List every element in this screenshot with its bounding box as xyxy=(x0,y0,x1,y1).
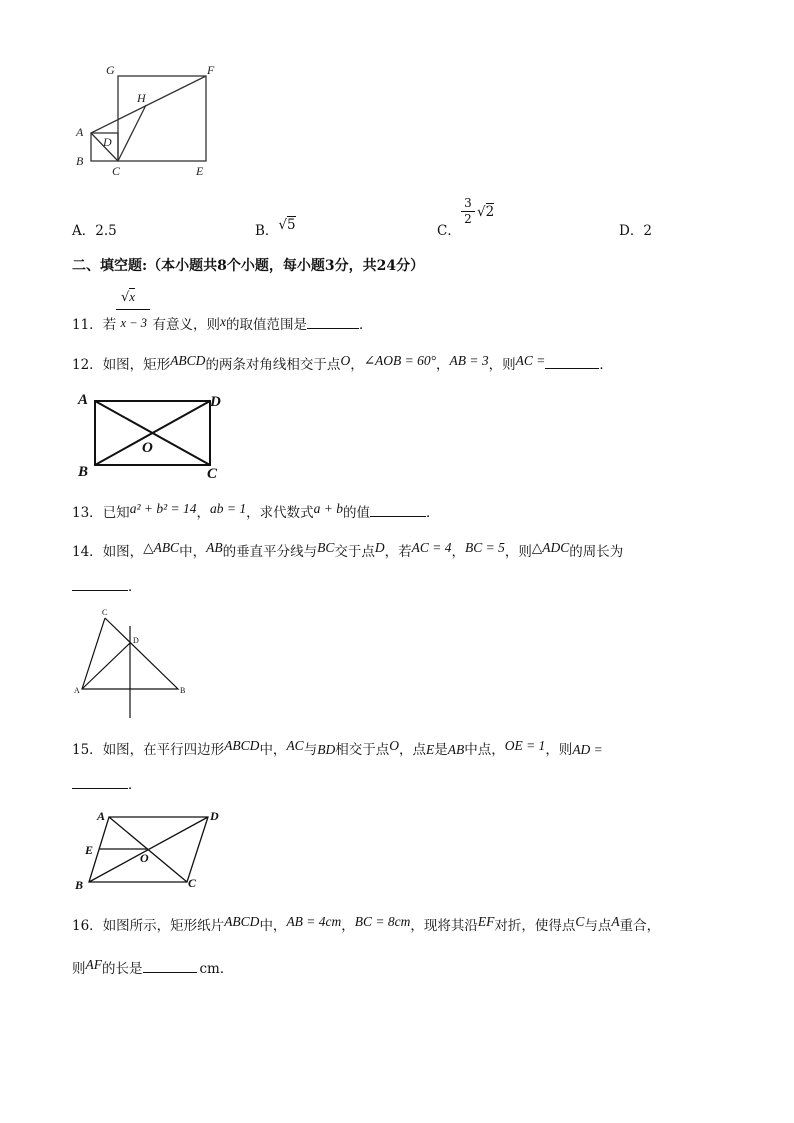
question-12 xyxy=(72,353,613,374)
label-d: D xyxy=(210,394,221,410)
q16-text-3: ，现将其沿 xyxy=(410,918,478,934)
label-e: E xyxy=(85,843,94,857)
q13-text-2: ，求代数式 xyxy=(246,505,314,521)
q13-end: ． xyxy=(426,505,440,521)
q11-end: ． xyxy=(358,317,373,333)
q10-option-d[interactable] xyxy=(619,222,652,240)
q12-number: 12． xyxy=(72,357,103,373)
fraction-numerator: 3 xyxy=(461,196,475,212)
label-h: H xyxy=(137,91,146,105)
q16-number: 16． xyxy=(72,918,103,934)
option-a-label: A． xyxy=(72,223,96,239)
label-b: B xyxy=(78,464,89,480)
q11-text-2: 有意义，则 xyxy=(152,317,220,333)
q16-sep: ， xyxy=(341,918,355,934)
q15-ad: AD = xyxy=(572,742,603,757)
label-d: D xyxy=(103,135,112,149)
q15-oe: OE = 1 xyxy=(504,738,546,753)
label-a: A xyxy=(97,809,106,823)
q13-sep: ， xyxy=(196,505,211,521)
q16-af: AF xyxy=(85,957,102,972)
q14-text-4: 交于点 xyxy=(334,544,375,560)
q13-number: 13． xyxy=(72,505,103,521)
q15-text-3: 与 xyxy=(303,742,318,758)
q14-bc: BC xyxy=(317,540,335,555)
q14-bc-value: BC = 5 xyxy=(464,540,505,555)
q14-text-6: ，则 xyxy=(504,544,532,560)
label-d: D xyxy=(133,636,139,645)
label-g: G xyxy=(106,63,115,77)
q15-figure xyxy=(72,806,232,894)
answer-blank[interactable] xyxy=(72,578,128,591)
q14-text-2: 中， xyxy=(179,544,207,560)
q16-end: ． xyxy=(219,961,234,977)
sqrt-sign-icon: √ xyxy=(477,204,486,220)
fraction-denominator: 2 xyxy=(464,212,472,226)
q15-text-1: 如图，在平行四边形 xyxy=(102,742,225,758)
label-c: C xyxy=(207,466,218,482)
q12-figure xyxy=(74,390,234,482)
q12-sep-1: ， xyxy=(350,357,364,373)
option-c-radicand: 2 xyxy=(485,204,495,220)
q10-figure xyxy=(70,62,220,182)
q16-c: C xyxy=(575,914,585,929)
q15-text-5: ，点 xyxy=(398,742,426,758)
q14-ab: AB xyxy=(206,540,223,555)
q15-text-4: 相交于点 xyxy=(335,742,390,758)
q15-ac: AC xyxy=(286,738,304,753)
q12-sep-2: ， xyxy=(436,357,450,373)
q16-abcd: ABCD xyxy=(224,914,260,929)
question-11 xyxy=(72,316,372,334)
label-a: A xyxy=(74,686,80,695)
answer-blank[interactable] xyxy=(370,504,426,517)
q16-text-1: 如图所示，矩形纸片 xyxy=(102,918,225,934)
q15-text-6: 是 xyxy=(434,742,448,758)
q15-text-2: 中， xyxy=(259,742,287,758)
q13-expression: a + b xyxy=(313,501,344,516)
q12-text-1: 如图，矩形 xyxy=(102,357,171,373)
q16-unit: cm xyxy=(199,961,220,977)
q13-text-3: 的值 xyxy=(343,505,371,521)
label-b: B xyxy=(180,686,186,695)
section-title: 二、填空题:（本小题共8个小题，每小题3分，共24分） xyxy=(72,258,425,274)
q12-o: O xyxy=(340,353,351,368)
q15-abcd: ABCD xyxy=(224,738,260,753)
q14-text-5: ，若 xyxy=(384,544,412,560)
q11-denominator: x − 3 xyxy=(120,316,147,330)
q16-text-8: 的长是 xyxy=(102,961,143,977)
q12-abcd: ABCD xyxy=(170,353,206,368)
q12-ab: AB = 3 xyxy=(449,353,489,368)
q16-text-4: 对折，使得点 xyxy=(494,918,576,934)
answer-blank[interactable] xyxy=(545,356,599,369)
q11-number: 11． xyxy=(72,317,103,333)
q16-ab: AB = 4cm xyxy=(286,914,342,929)
question-14-answer-line xyxy=(72,578,142,596)
q15-number: 15． xyxy=(72,742,103,758)
q14-text-1: 如图， xyxy=(102,544,144,560)
label-c: C xyxy=(102,608,108,617)
question-15-answer-line xyxy=(72,776,142,794)
q14-ac: AC = 4 xyxy=(411,540,452,555)
q14-sep: ， xyxy=(451,544,465,560)
option-d-value: 2 xyxy=(643,223,652,239)
big-square xyxy=(118,76,206,161)
q14-text-3: 的垂直平分线与 xyxy=(222,544,318,560)
q11-radicand: x xyxy=(129,289,136,304)
question-16-line-2 xyxy=(72,957,234,978)
q16-text-6: 重合， xyxy=(619,918,661,934)
label-e: E xyxy=(196,164,204,178)
label-b: B xyxy=(75,878,84,892)
option-c-fraction xyxy=(461,196,475,227)
q15-bd: BD xyxy=(317,742,336,757)
q15-ab: AB xyxy=(447,742,465,757)
option-c-label: C． xyxy=(437,223,461,239)
q14-number: 14． xyxy=(72,544,103,560)
option-a-value: 2.5 xyxy=(95,223,117,239)
q15-e: E xyxy=(425,742,435,757)
option-d-label: D． xyxy=(619,223,644,239)
q11-var: x xyxy=(219,314,226,329)
label-c: C xyxy=(188,876,197,890)
q16-bc: BC = 8cm xyxy=(354,914,411,929)
label-d: D xyxy=(210,809,219,823)
q10-option-b[interactable] xyxy=(255,217,296,240)
question-13 xyxy=(72,501,440,522)
q15-text-8: ，则 xyxy=(545,742,573,758)
q12-ac: AC = xyxy=(515,353,546,368)
option-b-label: B． xyxy=(255,223,279,239)
q13-equation-2: ab = 1 xyxy=(210,501,247,516)
q16-ef: EF xyxy=(477,914,495,929)
segment-af xyxy=(91,76,206,133)
q15-end: ． xyxy=(128,777,142,793)
question-16 xyxy=(72,914,661,935)
label-f: F xyxy=(207,63,215,77)
q11-text-1: 若 xyxy=(102,317,117,333)
q13-text-1: 已知 xyxy=(102,505,130,521)
sqrt-sign-icon: √ xyxy=(121,290,130,305)
question-14 xyxy=(72,540,624,561)
label-a: A xyxy=(76,125,84,139)
q16-text-2: 中， xyxy=(259,918,287,934)
answer-blank[interactable] xyxy=(307,316,359,329)
q15-o: O xyxy=(389,738,399,753)
q15-text-7: 中点， xyxy=(464,742,505,758)
q11-fraction-bar xyxy=(116,309,150,310)
sqrt-sign-icon: √ xyxy=(278,217,288,233)
label-c: C xyxy=(112,164,121,178)
q12-angle: ∠AOB = 60° xyxy=(363,353,436,368)
q16-text-7: 则 xyxy=(72,961,86,977)
label-a: A xyxy=(78,392,89,408)
q14-d: D xyxy=(374,540,385,555)
q16-text-5: 与点 xyxy=(584,918,612,934)
q14-figure xyxy=(72,606,197,724)
q11-fraction-numerator xyxy=(121,289,135,305)
q12-text-2: 的两条对角线相交于点 xyxy=(205,357,341,373)
answer-blank[interactable] xyxy=(72,776,128,789)
q11-text-3: 的取值范围是 xyxy=(225,317,307,333)
q14-text-7: 的周长为 xyxy=(569,544,624,560)
q12-end: ． xyxy=(599,357,613,373)
q13-equation-1: a² + b² = 14 xyxy=(129,501,197,516)
q14-triangle-adc: △ADC xyxy=(531,540,570,555)
q14-triangle-abc: △ABC xyxy=(143,540,180,555)
option-b-radicand: 5 xyxy=(287,217,296,233)
q16-a: A xyxy=(611,914,620,929)
q14-end: ． xyxy=(128,579,142,595)
answer-blank[interactable] xyxy=(143,960,197,973)
label-o: O xyxy=(142,440,153,456)
label-b: B xyxy=(76,154,84,168)
label-o: O xyxy=(140,851,149,865)
q12-text-3: ，则 xyxy=(488,357,516,373)
q10-option-c[interactable] xyxy=(437,222,461,240)
option-c-root xyxy=(477,203,494,221)
q10-option-a[interactable] xyxy=(72,222,117,240)
question-15 xyxy=(72,738,603,759)
